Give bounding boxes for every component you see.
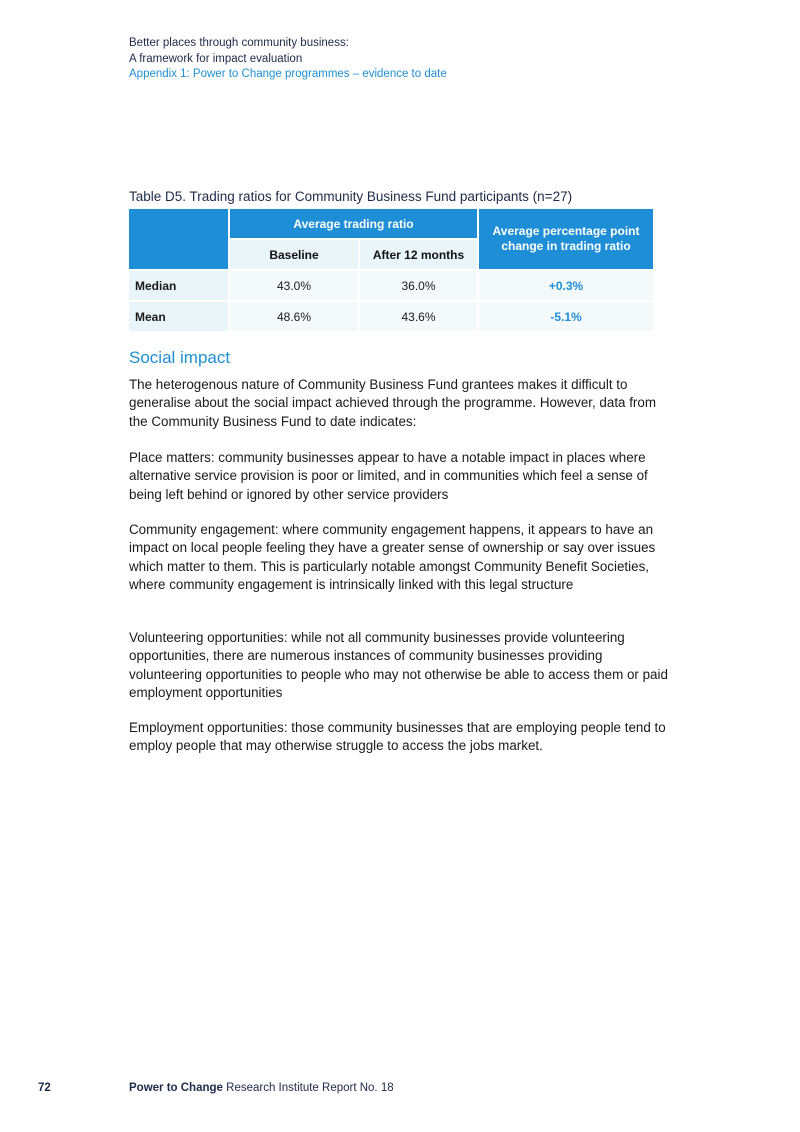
trading-ratios-table xyxy=(129,209,653,331)
median-after: 36.0% xyxy=(359,270,478,301)
mean-change: -5.1% xyxy=(478,301,653,331)
change-header: Average percentage point change in trading ratio xyxy=(478,209,653,270)
table-corner-cell xyxy=(129,209,229,270)
header-title-line2: A framework for impact evaluation xyxy=(129,52,303,65)
group-header-average-trading-ratio: Average trading ratio xyxy=(229,209,478,239)
volunteering-paragraph: Volunteering opportunities: while not all community businesses provide volunteering opportunities, there are numerous instances of community businesses providing volunteering opportunities to people who may not otherwise be able to access them or paid employment opportunities xyxy=(129,630,668,700)
mean-after: 43.6% xyxy=(359,301,478,331)
table-caption: Table D5. Trading ratios for Community Business Fund participants (n=27) xyxy=(129,189,573,204)
header-section-line: Appendix 1: Power to Change programmes – evidence to date xyxy=(129,68,447,80)
column-header-baseline: Baseline xyxy=(229,239,359,270)
median-baseline: 43.0% xyxy=(229,270,359,301)
running-header xyxy=(129,36,447,83)
header-title-line1: Better places through community business: xyxy=(129,37,349,49)
section-title: Social impact xyxy=(129,348,231,367)
footer-brand-bold: Power to Change xyxy=(129,1082,223,1094)
table-row xyxy=(129,301,653,331)
row-label-median: Median xyxy=(129,270,229,301)
footer-brand xyxy=(129,1082,394,1094)
footer-brand-rest: Research Institute Report No. 18 xyxy=(222,1082,394,1094)
community-engagement-paragraph: Community engagement: where community engagement happens, it appears to have an impact on local people feeling they have a greater sense of ownership or say over issues which matter to them. This is particularly notable amongst Community Benefit Societies, where community engagement is intrinsically linked with this legal structure xyxy=(129,522,656,592)
employment-paragraph: Employment opportunities: those community businesses that are employing people tend to employ people that may otherwise struggle to access the jobs market. xyxy=(129,720,666,754)
mean-baseline: 48.6% xyxy=(229,301,359,331)
page-number: 72 xyxy=(38,1082,51,1094)
table-row xyxy=(129,270,653,301)
row-label-mean: Mean xyxy=(129,301,229,331)
intro-paragraph: The heterogenous nature of Community Business Fund grantees makes it difficult to generalise about the social impact achieved through the programme. However, data from the Community Business Fund to date indicates: xyxy=(129,377,656,429)
column-header-after-12-months: After 12 months xyxy=(359,239,478,270)
place-matters-paragraph: Place matters: community businesses appear to have a notable impact in places where alternative service provision is poor or limited, and in communities which feel a sense of being left behind or ignored by other service providers xyxy=(129,450,648,502)
median-change: +0.3% xyxy=(478,270,653,301)
